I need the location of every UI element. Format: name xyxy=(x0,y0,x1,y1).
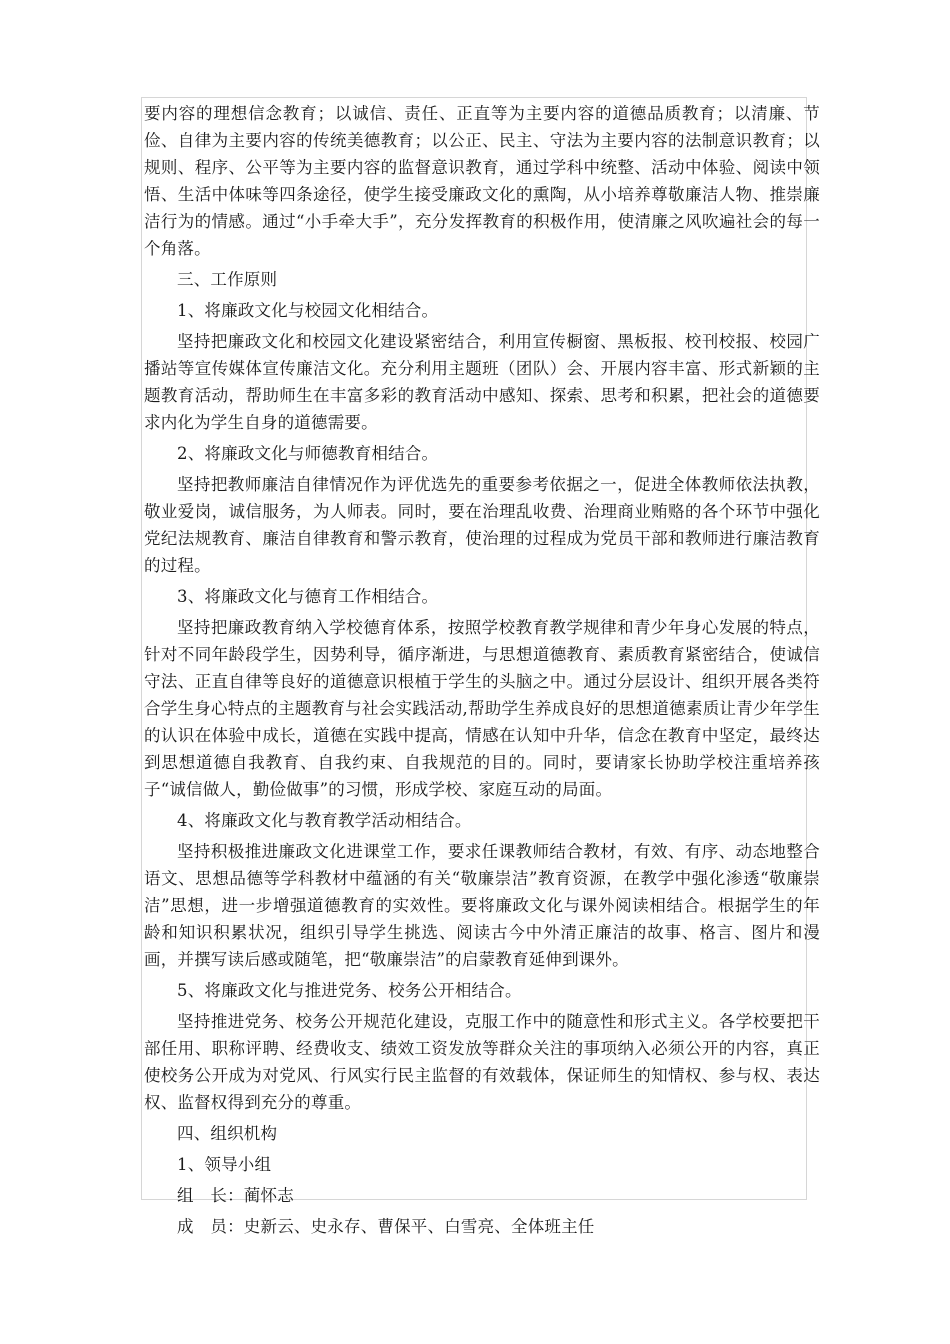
principle-2-body: 坚持把教师廉洁自律情况作为评优选先的重要参考依据之一，促进全体教师依法执教，敬业爱岗，诚信服务，为人师表。同时，要在治理乱收费、治理商业贿赂的各个环节中强化党纪法规教育、廉洁自律教育和警示教育，使治理的过程成为党员干部和教师进行廉洁教育的过程。 xyxy=(144,475,820,575)
section-heading-work-principles: 三、工作原则 xyxy=(177,270,278,289)
principle-4-heading: 4、将廉政文化与教育教学活动相结合。 xyxy=(177,811,472,830)
section-heading-organization: 四、组织机构 xyxy=(177,1124,278,1143)
paragraph-intro-continued: 要内容的理想信念教育；以诚信、责任、正直等为主要内容的道德品质教育；以清廉、节俭、自律为主要内容的传统美德教育；以公正、民主、守法为主要内容的法制意识教育；以规则、程序、公平等为主要内容的监督意识教育，通过学科中统整、活动中体验、阅读中领悟、生活中体味等四条途径，使学生接受廉政文化的熏陶，从小培养尊敬廉洁人物、推崇廉洁行为的情感。通过“小手牵大手”，充分发挥教育的积极作用，使清廉之风吹遍社会的每一个角落。 xyxy=(144,104,820,258)
document-body xyxy=(144,100,820,1244)
group-members-line: 成 员：史新云、史永存、曹保平、白雪亮、全体班主任 xyxy=(177,1217,595,1236)
group-leader-line: 组 长：蔺怀志 xyxy=(177,1186,294,1205)
principle-1-body: 坚持把廉政文化和校园文化建设紧密结合，利用宣传橱窗、黑板报、校刊校报、校园广播站等宣传媒体宣传廉洁文化。充分利用主题班（团队）会、开展内容丰富、形式新颖的主题教育活动，帮助师生在丰富多彩的教育活动中感知、探索、思考和积累，把社会的道德要求内化为学生自身的道德需要。 xyxy=(144,332,820,432)
principle-4-body: 坚持积极推进廉政文化进课堂工作，要求任课教师结合教材，有效、有序、动态地整合语文、思想品德等学科教材中蕴涵的有关“敬廉崇洁”教育资源，在教学中强化渗透“敬廉崇洁”思想，进一步增强道德教育的实效性。要将廉政文化与课外阅读相结合。根据学生的年龄和知识积累状况，组织引导学生挑选、阅读古今中外清正廉洁的故事、格言、图片和漫画，并撰写读后感或随笔，把“敬廉崇洁”的启蒙教育延伸到课外。 xyxy=(144,842,820,969)
leadership-group-heading: 1、领导小组 xyxy=(177,1155,272,1174)
principle-2-heading: 2、将廉政文化与师德教育相结合。 xyxy=(177,444,439,463)
principle-5-heading: 5、将廉政文化与推进党务、校务公开相结合。 xyxy=(177,981,522,1000)
principle-1-heading: 1、将廉政文化与校园文化相结合。 xyxy=(177,301,439,320)
principle-3-heading: 3、将廉政文化与德育工作相结合。 xyxy=(177,587,439,606)
principle-3-body: 坚持把廉政教育纳入学校德育体系，按照学校教育教学规律和青少年身心发展的特点，针对不同年龄段学生，因势利导，循序渐进，与思想道德教育、素质教育紧密结合，使诚信守法、正直自律等良好的道德意识根植于学生的头脑之中。通过分层设计、组织开展各类符合学生身心特点的主题教育与社会实践活动,帮助学生养成良好的思想道德素质让青少年学生的认识在体验中成长，道德在实践中提高，情感在认知中升华，信念在教育中坚定，最终达到思想道德自我教育、自我约束、自我规范的目的。同时，要请家长协助学校注重培养孩子“诚信做人，勤俭做事”的习惯，形成学校、家庭互动的局面。 xyxy=(144,618,820,799)
principle-5-body: 坚持推进党务、校务公开规范化建设，克服工作中的随意性和形式主义。各学校要把干部任用、职称评聘、经费收支、绩效工资发放等群众关注的事项纳入必须公开的内容，真正使校务公开成为对党风、行风实行民主监督的有效载体，保证师生的知情权、参与权、表达权、监督权得到充分的尊重。 xyxy=(144,1012,820,1112)
